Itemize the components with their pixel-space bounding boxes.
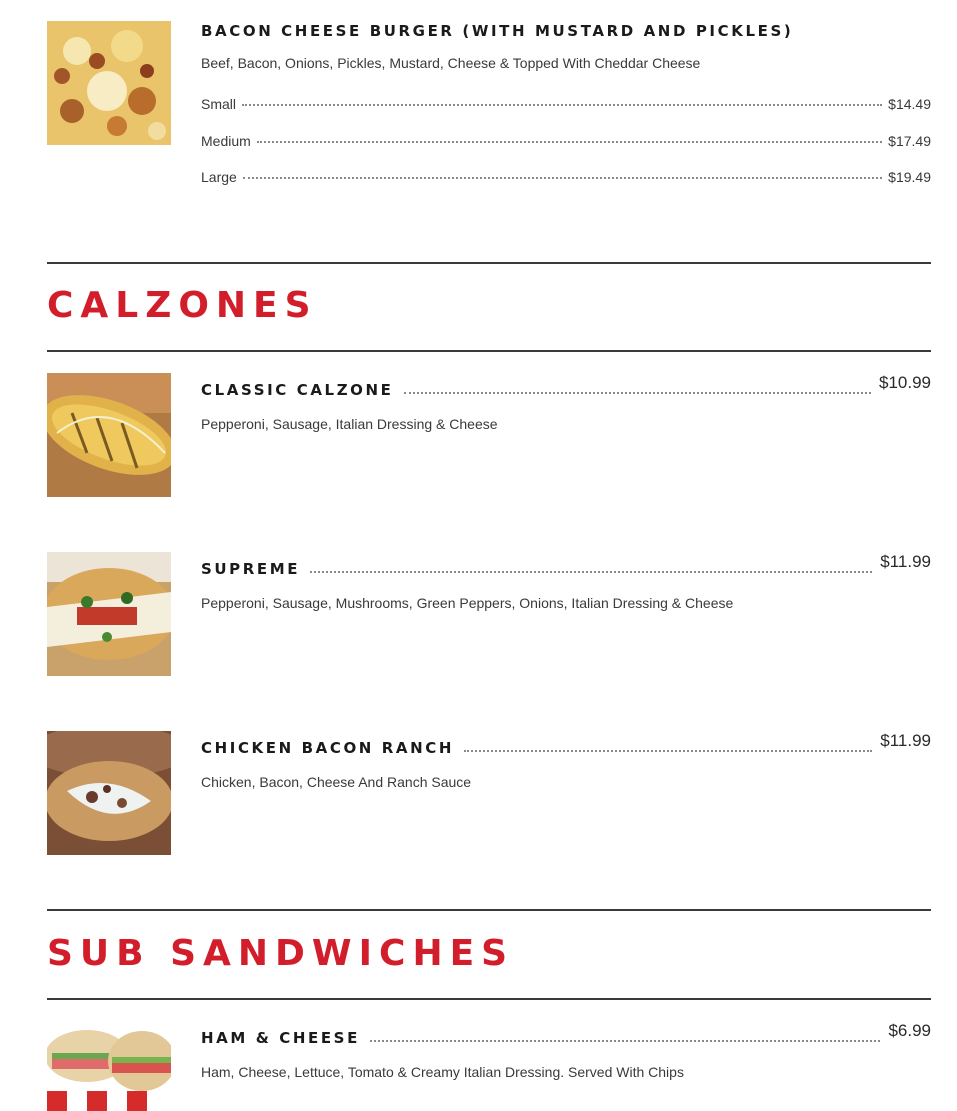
section-divider: [47, 262, 931, 264]
item-name: CLASSIC CALZONE: [201, 381, 394, 399]
item-photo-sandwich[interactable]: [47, 1021, 171, 1111]
section-divider: [47, 998, 931, 1000]
item-description: Pepperoni, Sausage, Mushrooms, Green Peppers, Onions, Italian Dressing & Cheese: [201, 595, 734, 611]
dot-leader: [242, 104, 882, 106]
item-description: Beef, Bacon, Onions, Pickles, Mustard, Cheese & Topped With Cheddar Cheese: [201, 55, 701, 71]
item-name: CHICKEN BACON RANCH: [201, 739, 455, 757]
size-row-large: [201, 169, 931, 185]
item-photo-calzone[interactable]: [47, 731, 171, 855]
size-row-medium: [201, 133, 931, 149]
dot-leader: [310, 571, 872, 573]
item-photo-pizza[interactable]: [47, 21, 171, 145]
dot-leader: [464, 750, 872, 752]
dot-leader: [370, 1040, 881, 1042]
item-price: $10.99: [879, 373, 931, 392]
menu-item-ham-cheese: [47, 1021, 931, 1111]
size-label: Large: [201, 169, 237, 185]
item-header: [201, 731, 931, 757]
item-price: $11.99: [880, 552, 931, 571]
item-name: SUPREME: [201, 560, 301, 578]
size-price: $19.49: [888, 169, 931, 185]
size-price: $14.49: [888, 96, 931, 112]
item-name: HAM & CHEESE: [201, 1029, 360, 1047]
item-description: Chicken, Bacon, Cheese And Ranch Sauce: [201, 774, 472, 790]
item-header: [201, 1021, 931, 1047]
size-label: Medium: [201, 133, 251, 149]
size-label: Small: [201, 96, 237, 112]
item-description: Ham, Cheese, Lettuce, Tomato & Creamy Italian Dressing. Served With Chips: [201, 1064, 684, 1080]
section-title-calzones: CALZONES: [47, 285, 318, 326]
menu-item-supreme: [47, 552, 931, 676]
dot-leader: [257, 141, 882, 143]
section-title-sub-sandwiches: SUB SANDWICHES: [47, 933, 515, 974]
dot-leader: [243, 177, 882, 179]
item-photo-calzone[interactable]: [47, 373, 171, 497]
item-description: Pepperoni, Sausage, Italian Dressing & Cheese: [201, 416, 498, 432]
item-photo-calzone[interactable]: [47, 552, 171, 676]
item-name: BACON CHEESE BURGER (WITH MUSTARD AND PICKLES): [201, 22, 794, 40]
item-header: [201, 373, 931, 399]
item-header: [201, 552, 931, 578]
item-price: $6.99: [888, 1021, 931, 1040]
menu-item-chicken-bacon-ranch: [47, 731, 931, 855]
section-divider: [47, 350, 931, 352]
item-price: $11.99: [880, 731, 931, 750]
menu-item-bacon-cheese-burger: [47, 21, 931, 201]
size-price: $17.49: [888, 133, 931, 149]
section-divider: [47, 909, 931, 911]
size-row-small: [201, 96, 931, 112]
menu-item-classic-calzone: [47, 373, 931, 497]
dot-leader: [404, 392, 871, 394]
